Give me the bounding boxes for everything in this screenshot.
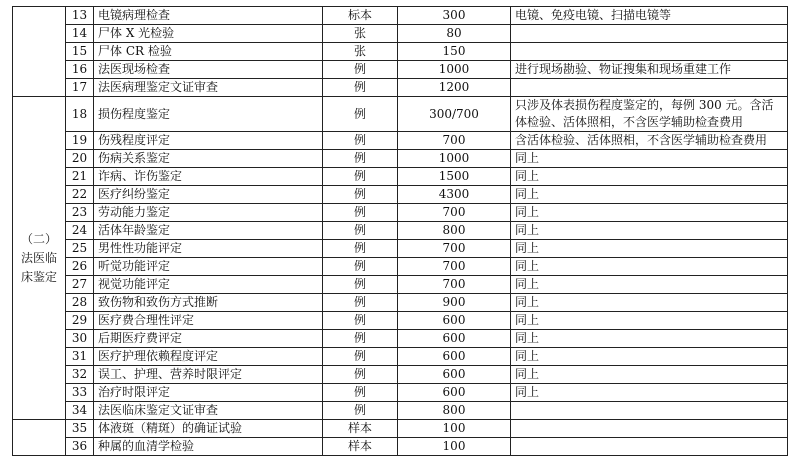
price-cell: 600 (398, 366, 511, 384)
category-cell: （二）法医临床鉴定 (13, 97, 66, 420)
table-row (13, 132, 788, 150)
item-number-cell: 21 (66, 168, 94, 186)
note-cell: 同上 (511, 348, 788, 366)
item-number-cell: 27 (66, 276, 94, 294)
note-cell (511, 79, 788, 97)
item-number-cell: 16 (66, 61, 94, 79)
category-cell (13, 7, 66, 97)
item-name-cell: 尸体 CR 检验 (94, 43, 323, 61)
item-name-cell: 误工、护理、营养时限评定 (94, 366, 323, 384)
unit-cell: 例 (323, 348, 398, 366)
item-number-cell: 22 (66, 186, 94, 204)
price-cell: 800 (398, 402, 511, 420)
unit-cell: 例 (323, 240, 398, 258)
item-name-cell: 损伤程度鉴定 (94, 97, 323, 132)
unit-cell: 例 (323, 97, 398, 132)
table-row (13, 348, 788, 366)
price-cell: 100 (398, 438, 511, 456)
price-cell: 150 (398, 43, 511, 61)
item-number-cell: 25 (66, 240, 94, 258)
table-row (13, 97, 788, 132)
item-number-cell: 28 (66, 294, 94, 312)
note-cell: 含活体检验、活体照相，不含医学辅助检查费用 (511, 132, 788, 150)
unit-cell: 张 (323, 25, 398, 43)
price-cell: 1200 (398, 79, 511, 97)
table-row (13, 150, 788, 168)
table-row (13, 168, 788, 186)
note-cell: 同上 (511, 330, 788, 348)
category-cell (13, 420, 66, 456)
note-cell: 同上 (511, 168, 788, 186)
item-number-cell: 19 (66, 132, 94, 150)
price-cell: 800 (398, 222, 511, 240)
note-cell: 同上 (511, 312, 788, 330)
note-cell: 同上 (511, 384, 788, 402)
note-cell: 同上 (511, 240, 788, 258)
unit-cell: 例 (323, 150, 398, 168)
item-name-cell: 后期医疗费评定 (94, 330, 323, 348)
fee-table-body (13, 7, 788, 456)
table-row (13, 330, 788, 348)
item-number-cell: 33 (66, 384, 94, 402)
item-name-cell: 伤残程度评定 (94, 132, 323, 150)
item-number-cell: 31 (66, 348, 94, 366)
unit-cell: 例 (323, 384, 398, 402)
item-number-cell: 14 (66, 25, 94, 43)
unit-cell: 张 (323, 43, 398, 61)
item-number-cell: 17 (66, 79, 94, 97)
item-number-cell: 15 (66, 43, 94, 61)
item-number-cell: 20 (66, 150, 94, 168)
price-cell: 80 (398, 25, 511, 43)
item-number-cell: 18 (66, 97, 94, 132)
item-name-cell: 活体年龄鉴定 (94, 222, 323, 240)
note-cell: 只涉及体表损伤程度鉴定的，每例 300 元。含活体检验、活体照相，不含医学辅助检查费用 (511, 97, 788, 132)
item-name-cell: 种属的血清学检验 (94, 438, 323, 456)
price-cell: 700 (398, 204, 511, 222)
table-row (13, 25, 788, 43)
note-cell: 同上 (511, 366, 788, 384)
item-name-cell: 医疗费合理性评定 (94, 312, 323, 330)
unit-cell: 例 (323, 132, 398, 150)
unit-cell: 例 (323, 61, 398, 79)
table-row (13, 294, 788, 312)
note-cell: 同上 (511, 150, 788, 168)
note-cell: 进行现场勘验、物证搜集和现场重建工作 (511, 61, 788, 79)
table-row (13, 7, 788, 25)
price-cell: 600 (398, 312, 511, 330)
unit-cell: 例 (323, 186, 398, 204)
item-name-cell: 电镜病理检查 (94, 7, 323, 25)
item-name-cell: 诈病、诈伤鉴定 (94, 168, 323, 186)
unit-cell: 例 (323, 204, 398, 222)
unit-cell: 例 (323, 366, 398, 384)
item-number-cell: 13 (66, 7, 94, 25)
table-row (13, 312, 788, 330)
note-cell: 同上 (511, 204, 788, 222)
unit-cell: 例 (323, 402, 398, 420)
item-name-cell: 劳动能力鉴定 (94, 204, 323, 222)
price-cell: 4300 (398, 186, 511, 204)
table-row (13, 366, 788, 384)
table-row (13, 61, 788, 79)
table-row (13, 402, 788, 420)
item-name-cell: 视觉功能评定 (94, 276, 323, 294)
price-cell: 700 (398, 132, 511, 150)
item-name-cell: 治疗时限评定 (94, 384, 323, 402)
price-cell: 300 (398, 7, 511, 25)
item-name-cell: 致伤物和致伤方式推断 (94, 294, 323, 312)
item-number-cell: 24 (66, 222, 94, 240)
item-name-cell: 医疗纠纷鉴定 (94, 186, 323, 204)
item-name-cell: 法医临床鉴定文证审查 (94, 402, 323, 420)
item-number-cell: 30 (66, 330, 94, 348)
item-number-cell: 26 (66, 258, 94, 276)
note-cell: 同上 (511, 222, 788, 240)
table-row (13, 258, 788, 276)
price-cell: 900 (398, 294, 511, 312)
unit-cell: 例 (323, 330, 398, 348)
price-cell: 700 (398, 276, 511, 294)
note-cell (511, 402, 788, 420)
table-row (13, 222, 788, 240)
table-row (13, 384, 788, 402)
unit-cell: 例 (323, 276, 398, 294)
table-row (13, 79, 788, 97)
note-cell (511, 420, 788, 438)
note-cell: 电镜、免疫电镜、扫描电镜等 (511, 7, 788, 25)
table-row (13, 240, 788, 258)
item-name-cell: 法医现场检查 (94, 61, 323, 79)
item-number-cell: 23 (66, 204, 94, 222)
fee-table-wrapper (12, 6, 788, 456)
item-name-cell: 体液斑（精斑）的确证试验 (94, 420, 323, 438)
note-cell (511, 25, 788, 43)
note-cell (511, 43, 788, 61)
price-cell: 700 (398, 258, 511, 276)
table-row (13, 276, 788, 294)
unit-cell: 样本 (323, 438, 398, 456)
item-name-cell: 尸体 X 光检验 (94, 25, 323, 43)
item-number-cell: 35 (66, 420, 94, 438)
item-number-cell: 34 (66, 402, 94, 420)
item-name-cell: 听觉功能评定 (94, 258, 323, 276)
unit-cell: 标本 (323, 7, 398, 25)
note-cell (511, 438, 788, 456)
note-cell: 同上 (511, 258, 788, 276)
forensic-fee-table (12, 6, 788, 456)
item-number-cell: 36 (66, 438, 94, 456)
price-cell: 700 (398, 240, 511, 258)
unit-cell: 例 (323, 222, 398, 240)
note-cell: 同上 (511, 276, 788, 294)
item-name-cell: 男性性功能评定 (94, 240, 323, 258)
price-cell: 1000 (398, 61, 511, 79)
price-cell: 600 (398, 330, 511, 348)
unit-cell: 例 (323, 258, 398, 276)
unit-cell: 例 (323, 168, 398, 186)
note-cell: 同上 (511, 294, 788, 312)
price-cell: 1500 (398, 168, 511, 186)
note-cell: 同上 (511, 186, 788, 204)
item-name-cell: 法医病理鉴定文证审查 (94, 79, 323, 97)
item-number-cell: 29 (66, 312, 94, 330)
price-cell: 100 (398, 420, 511, 438)
table-row (13, 420, 788, 438)
unit-cell: 例 (323, 312, 398, 330)
price-cell: 1000 (398, 150, 511, 168)
item-name-cell: 医疗护理依赖程度评定 (94, 348, 323, 366)
item-number-cell: 32 (66, 366, 94, 384)
unit-cell: 样本 (323, 420, 398, 438)
unit-cell: 例 (323, 79, 398, 97)
table-row (13, 186, 788, 204)
table-row (13, 204, 788, 222)
price-cell: 300/700 (398, 97, 511, 132)
table-row (13, 43, 788, 61)
price-cell: 600 (398, 348, 511, 366)
price-cell: 600 (398, 384, 511, 402)
unit-cell: 例 (323, 294, 398, 312)
table-row (13, 438, 788, 456)
item-name-cell: 伤病关系鉴定 (94, 150, 323, 168)
